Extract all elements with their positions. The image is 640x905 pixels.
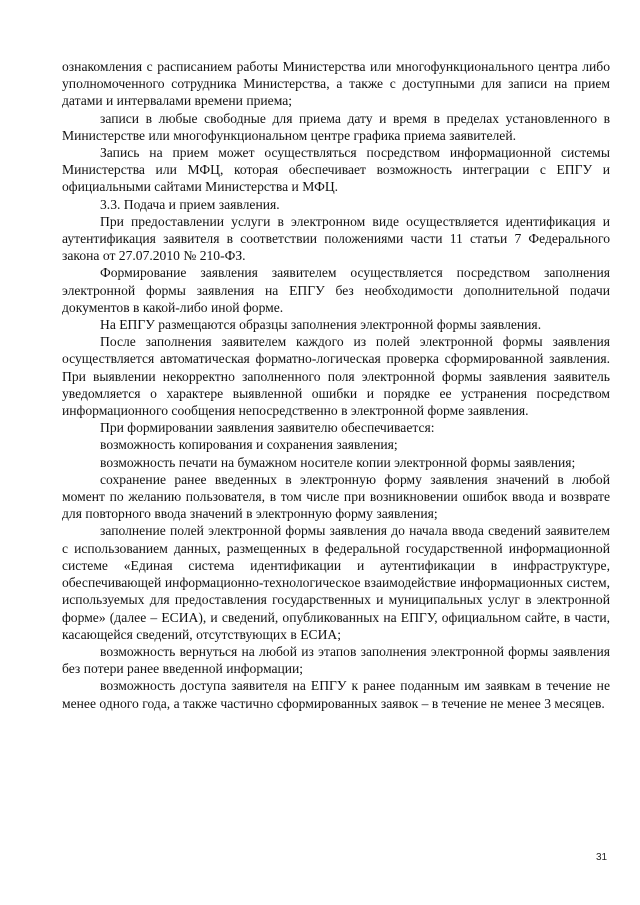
list-item-access-applications: возможность доступа заявителя на ЕПГУ к ранее поданным им заявкам в течение не менее одного года, а также частично сформированных заявок – в течение не менее 3 месяцев.: [62, 678, 610, 711]
document-body: [62, 58, 610, 712]
list-item-save-values: сохранение ранее введенных в электронную форму заявления значений в любой момент по желанию пользователя, в том числе при возникновении ошибок ввода и возврате для повторного ввода значений в электронную форму заявления;: [62, 471, 610, 522]
paragraph-appointment-system: Запись на прием может осуществляться посредством информационной системы Министерства или МФЦ, которая обеспечивает возможность интеграции с ЕПГУ и официальными сайтами Министерства и МФЦ.: [62, 145, 610, 195]
page-number: 31: [596, 852, 608, 863]
section-heading-3-3: 3.3. Подача и прием заявления.: [100, 196, 280, 212]
paragraph-appointment-schedule: ознакомления с расписанием работы Министерства или многофункционального центра либо уполномоченного сотрудника Министерства, а также с доступными для записи на прием датами и интервалами времени приема;: [62, 59, 610, 109]
paragraph-form-samples: На ЕПГУ размещаются образцы заполнения электронной формы заявления.: [100, 317, 542, 333]
list-item-prefill-esia: заполнение полей электронной формы заявления до начала ввода сведений заявителем с использованием данных, размещенных в федеральной государственной информационной системе «Единая система идентификации и аутентификации в инфраструктуре, обеспечивающей информационно-технологическое взаимодействие информационных систем, используемых для предоставления государственных и муниципальных услуг в электронной форме» (далее – ЕСИА), и сведений, опубликованных на ЕПГУ, официальном сайте, в части, касающейся сведений, отсутствующих в ЕСИА;: [62, 523, 610, 642]
list-item-copy-save: возможность копирования и сохранения заявления;: [100, 437, 398, 453]
list-item-return-step: возможность вернуться на любой из этапов заполнения электронной формы заявления без потери ранее введенной информации;: [62, 643, 610, 677]
paragraph-form-filling: Формирование заявления заявителем осуществляется посредством заполнения электронной формы заявления на ЕПГУ без необходимости дополнительной подачи документов в какой-либо иной форме.: [62, 265, 610, 315]
paragraph-free-slots: записи в любые свободные для приема дату и время в пределах установленного в Министерстве или многофункциональном центре графика приема заявителей.: [62, 110, 610, 143]
paragraph-format-check: После заполнения заявителем каждого из полей электронной формы заявления осуществляется автоматическая форматно-логическая проверка сформированной заявления. При выявлении некорректно заполненного поля электронной формы заявления заявитель уведомляется о характере выявленной ошибки и порядке ее устранения посредством информационного сообщения непосредственно в электронной форме заявления.: [62, 334, 610, 419]
list-item-print: возможность печати на бумажном носителе копии электронной формы заявления;: [100, 454, 576, 470]
paragraph-identification: При предоставлении услуги в электронном виде осуществляется идентификация и аутентификация заявителя в соответствии положениями части 11 статьи 7 Федерального закона от 27.07.2010 № 210-ФЗ.: [62, 213, 610, 264]
paragraph-provided-features: При формировании заявления заявителю обеспечивается:: [100, 420, 435, 436]
